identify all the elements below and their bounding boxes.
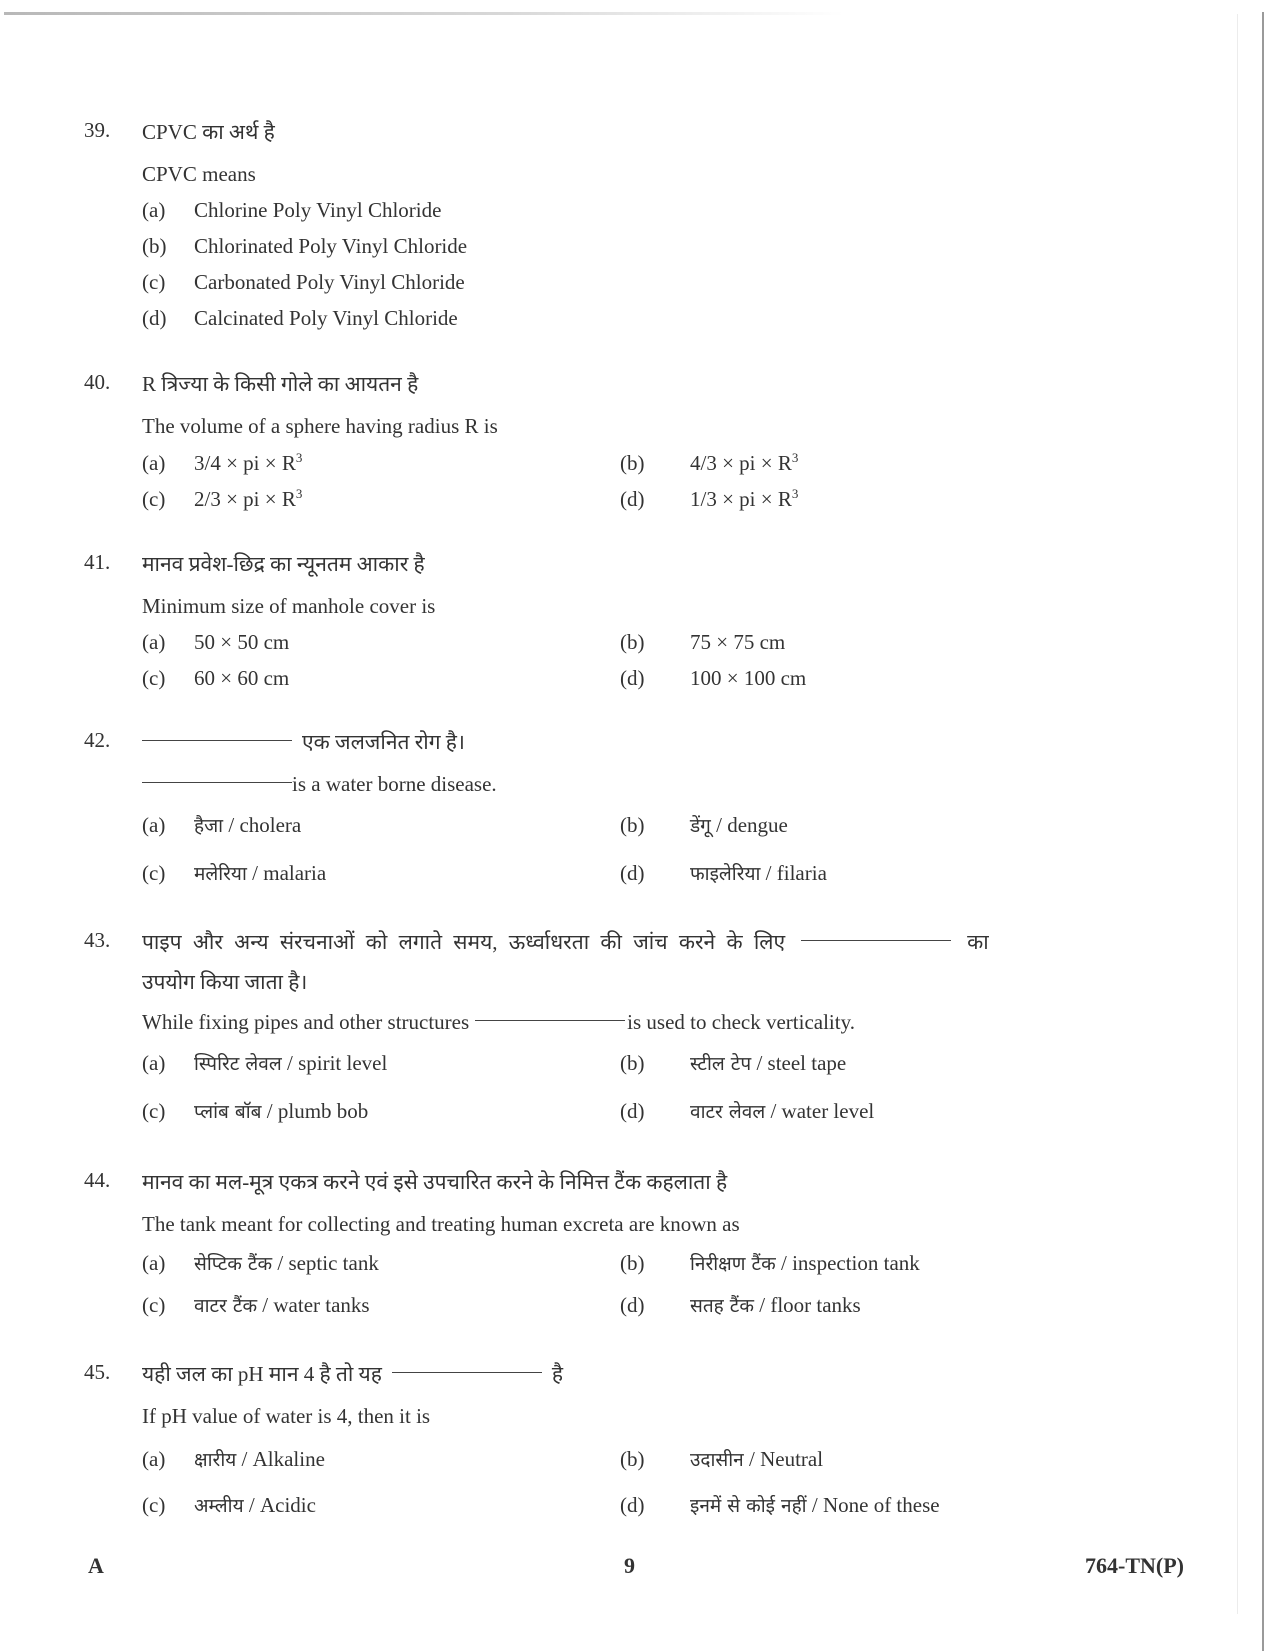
question-text-hindi: मानव प्रवेश-छिद्र का न्यूनतम आकार है [142,552,425,576]
question-text-hindi: यही जल का pH मान 4 है तो यह है [142,1362,564,1386]
question-number: 42. [84,728,111,752]
answer-blank [475,1020,625,1021]
question-text-hindi: R त्रिज्या के किसी गोले का आयतन है [142,372,419,396]
question-number: 43. [84,928,111,952]
scan-edge-right [1262,12,1264,1651]
option-b[interactable]: (b) निरीक्षण टैंक / inspection tank [620,1251,920,1275]
option-a[interactable]: (a) स्पिरिट लेवल / spirit level [142,1051,388,1075]
option-a[interactable]: (a) सेप्टिक टैंक / septic tank [142,1251,379,1275]
option-a[interactable]: (a) Chlorine Poly Vinyl Chloride [142,198,442,222]
question-number: 44. [84,1168,111,1192]
answer-blank [801,940,951,941]
option-b[interactable]: (b) स्टील टेप / steel tape [620,1051,847,1075]
question-text-english: While fixing pipes and other structures is used to check verticality. [142,1010,855,1034]
question-number: 45. [84,1360,111,1384]
question-text-english: is a water borne disease. [142,772,497,797]
question-text-english: CPVC means [142,162,256,186]
question-text-hindi: मानव का मल-मूत्र एकत्र करने एवं इसे उपचारित करने के निमित्त टैंक कहलाता है [142,1170,728,1194]
question-text-english: The tank meant for collecting and treating human excreta are known as [142,1212,740,1236]
question-number: 40. [84,370,111,394]
option-a[interactable]: (a) 3/4 × pi × $R^3$ [142,450,303,475]
answer-blank [142,782,292,783]
option-d[interactable]: (d) इनमें से कोई नहीं / None of these [620,1493,940,1517]
question-number: 41. [84,550,111,574]
paper-code: 764-TN(P) [1085,1553,1184,1578]
option-c[interactable]: (c) अम्लीय / Acidic [142,1493,316,1517]
option-a[interactable]: (a) क्षारीय / Alkaline [142,1447,325,1471]
question-text-hindi: एक जलजनित रोग है। [142,728,465,756]
option-b[interactable]: (b) डेंगू / dengue [620,813,788,837]
question-text-hindi: CPVC का अर्थ है [142,120,275,144]
question-text-hindi-line2: उपयोग किया जाता है। [142,970,308,994]
option-c[interactable]: (c) वाटर टैंक / water tanks [142,1293,370,1317]
question-text-english: The volume of a sphere having radius R is [142,414,498,438]
option-b[interactable]: (b) 75 × 75 cm [620,630,786,654]
option-d[interactable]: (d) फाइलेरिया / filaria [620,861,827,885]
option-d[interactable]: (d) वाटर लेवल / water level [620,1099,875,1123]
option-d[interactable]: (d) Calcinated Poly Vinyl Chloride [142,306,458,330]
page-number: 9 [624,1553,635,1578]
option-b[interactable]: (b) 4/3 × pi × $R^3$ [620,450,799,475]
option-c[interactable]: (c) प्लांब बॉब / plumb bob [142,1099,369,1123]
question-text-hindi: पाइप और अन्य संरचनाओं को लगाते समय, ऊर्ध्वाधरता की जांच करने के लिए का [142,930,989,954]
option-c[interactable]: (c) मलेरिया / malaria [142,861,327,885]
series-label: A [88,1553,104,1578]
option-b[interactable]: (b) उदासीन / Neutral [620,1447,824,1471]
question-text-english: If pH value of water is 4, then it is [142,1404,431,1428]
option-c[interactable]: (c) Carbonated Poly Vinyl Chloride [142,270,465,294]
option-d[interactable]: (d) 100 × 100 cm [620,666,807,690]
option-a[interactable]: (a) 50 × 50 cm [142,630,290,654]
option-c[interactable]: (c) 2/3 × pi × $R^3$ [142,486,303,511]
answer-blank [142,740,292,741]
scan-edge-faint [1237,14,1238,1614]
question-text-english: Minimum size of manhole cover is [142,594,436,618]
option-d[interactable]: (d) सतह टैंक / floor tanks [620,1293,861,1317]
option-b[interactable]: (b) Chlorinated Poly Vinyl Chloride [142,234,468,258]
scan-edge-top [4,12,844,15]
question-number: 39. [84,118,111,142]
option-a[interactable]: (a) हैजा / cholera [142,813,302,837]
answer-blank [392,1372,542,1373]
option-d[interactable]: (d) 1/3 × pi × $R^3$ [620,486,799,511]
option-c[interactable]: (c) 60 × 60 cm [142,666,290,690]
